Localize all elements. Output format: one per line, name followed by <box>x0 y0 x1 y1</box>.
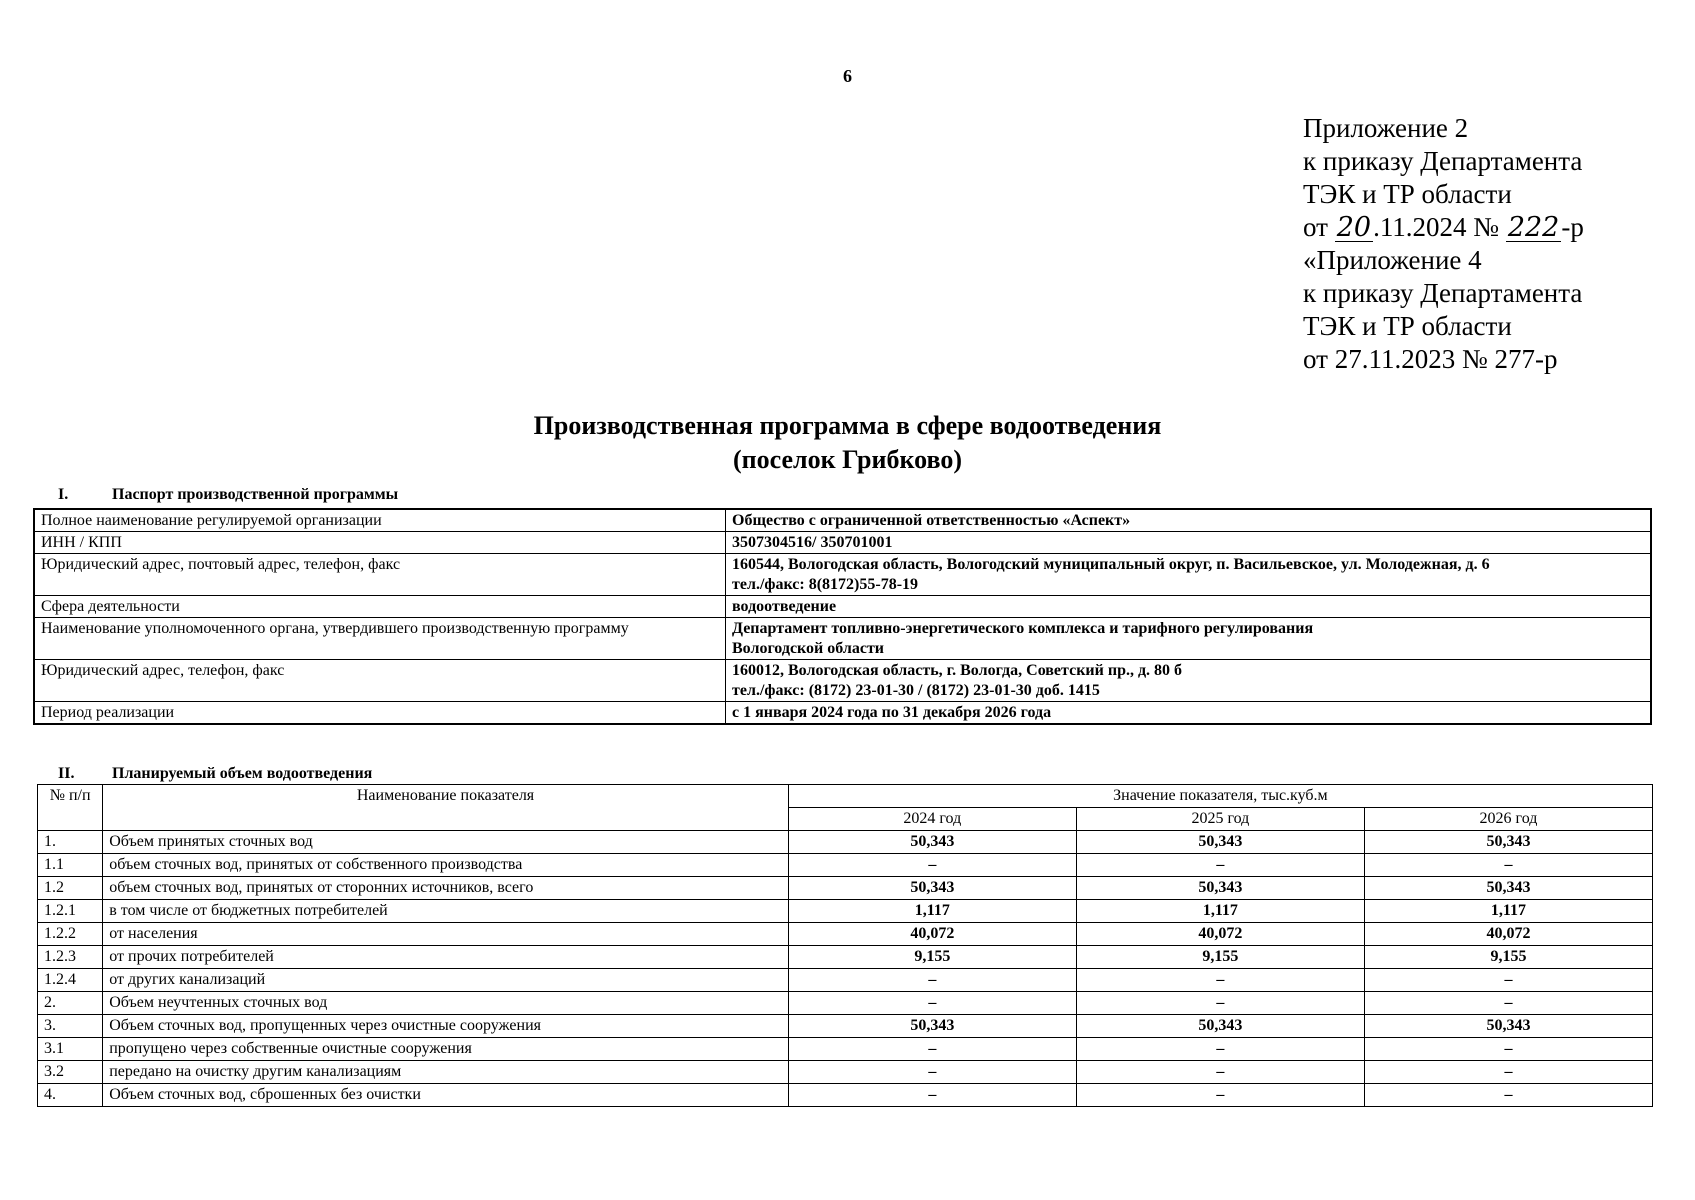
title-line: (поселок Грибково) <box>733 445 962 474</box>
row-value: 50,343 <box>1076 1015 1364 1038</box>
passport-label: ИНН / КПП <box>35 532 726 554</box>
row-number: 1. <box>38 831 103 854</box>
row-value: – <box>1076 1061 1364 1084</box>
appendix-date-line <box>1303 211 1584 244</box>
passport-value-line: 160544, Вологодская область, Вологодский муниципальный округ, п. Васильевское, ул. Молодежная, д. 6 <box>732 556 1490 573</box>
row-value: 1,117 <box>1076 900 1364 923</box>
row-number: 4. <box>38 1084 103 1107</box>
row-value: – <box>788 969 1076 992</box>
appendix-line: «Приложение 4 <box>1303 245 1482 275</box>
row-value: – <box>1076 1038 1364 1061</box>
row-value: 9,155 <box>1364 946 1652 969</box>
row-value: – <box>1076 992 1364 1015</box>
passport-value-line: тел./факс: (8172) 23-01-30 / (8172) 23-01-30 доб. 1415 <box>732 682 1100 699</box>
passport-label: Сфера деятельности <box>35 596 726 618</box>
row-value: – <box>788 854 1076 877</box>
row-value: 40,072 <box>1076 923 1364 946</box>
passport-label: Юридический адрес, телефон, факс <box>35 660 726 702</box>
passport-value <box>726 596 1651 618</box>
table-row <box>38 1084 1653 1107</box>
passport-value <box>726 554 1651 596</box>
passport-label: Полное наименование регулируемой организации <box>35 510 726 532</box>
appendix-block <box>1303 112 1584 376</box>
passport-label: Наименование уполномоченного органа, утвердившего производственную программу <box>35 618 726 660</box>
row-value: 40,072 <box>1364 923 1652 946</box>
passport-value <box>726 618 1651 660</box>
row-name: пропущено через собственные очистные сооружения <box>103 1038 789 1061</box>
table-row <box>38 1015 1653 1038</box>
row-number: 1.2.4 <box>38 969 103 992</box>
row-value: – <box>788 1061 1076 1084</box>
appendix-line: ТЭК и ТР области <box>1303 179 1512 209</box>
table-row <box>38 1038 1653 1061</box>
row-value: – <box>1076 969 1364 992</box>
row-name: от прочих потребителей <box>103 946 789 969</box>
row-name: Объем неучтенных сточных вод <box>103 992 789 1015</box>
passport-value-line: водоотведение <box>732 598 837 615</box>
row-value: 50,343 <box>1364 1015 1652 1038</box>
appendix-date-prefix: от <box>1303 212 1328 242</box>
table-row <box>35 510 1651 532</box>
appendix-line: к приказу Департамента <box>1303 146 1583 176</box>
table-row <box>35 554 1651 596</box>
row-value: – <box>1364 1038 1652 1061</box>
passport-value <box>726 510 1651 532</box>
passport-value <box>726 660 1651 702</box>
passport-table <box>34 509 1651 724</box>
passport-value-line: Департамент топливно-энергетического комплекса и тарифного регулирования <box>732 620 1314 637</box>
volume-table <box>37 784 1653 1107</box>
appendix-line: Приложение 2 <box>1303 113 1469 143</box>
row-value: 1,117 <box>788 900 1076 923</box>
table-row <box>35 702 1651 724</box>
appendix-date-mid: .11.2024 № <box>1373 212 1500 242</box>
row-number: 1.2 <box>38 877 103 900</box>
passport-value-line: Вологодской области <box>732 640 885 657</box>
row-value: – <box>1076 854 1364 877</box>
table-row <box>38 854 1653 877</box>
row-value: – <box>1076 1084 1364 1107</box>
row-value: – <box>1364 1084 1652 1107</box>
row-value: – <box>788 1038 1076 1061</box>
table-row <box>35 596 1651 618</box>
row-value: 50,343 <box>1076 831 1364 854</box>
row-value: – <box>1364 992 1652 1015</box>
row-number: 2. <box>38 992 103 1015</box>
table-row <box>38 1061 1653 1084</box>
passport-value-line: 3507304516/ 350701001 <box>732 534 893 551</box>
passport-value-line: 160012, Вологодская область, г. Вологда, Советский пр., д. 80 б <box>732 662 1183 679</box>
row-name: Объем сточных вод, сброшенных без очистки <box>103 1084 789 1107</box>
row-number: 1.2.1 <box>38 900 103 923</box>
passport-value-line: Общество с ограниченной ответственностью «Аспект» <box>732 512 1131 529</box>
passport-label: Период реализации <box>35 702 726 724</box>
table-row <box>38 831 1653 854</box>
header-no: № п/п <box>38 785 103 831</box>
row-value: 50,343 <box>1364 877 1652 900</box>
section-title: Планируемый объем водоотведения <box>112 765 373 782</box>
row-value: – <box>1364 1061 1652 1084</box>
header-name: Наименование показателя <box>103 785 789 831</box>
passport-label: Юридический адрес, почтовый адрес, телефон, факс <box>35 554 726 596</box>
header-year: 2024 год <box>788 808 1076 831</box>
row-number: 1.1 <box>38 854 103 877</box>
title-line: Производственная программа в сфере водоотведения <box>533 411 1162 440</box>
row-value: 50,343 <box>1364 831 1652 854</box>
table-row <box>38 946 1653 969</box>
row-number: 3.2 <box>38 1061 103 1084</box>
row-value: 50,343 <box>1076 877 1364 900</box>
appendix-line: ТЭК и ТР области <box>1303 311 1512 341</box>
row-value: 9,155 <box>788 946 1076 969</box>
row-value: – <box>1364 969 1652 992</box>
page-number: 6 <box>843 66 852 86</box>
row-number: 1.2.2 <box>38 923 103 946</box>
handwritten-number: 222 <box>1507 212 1560 243</box>
appendix-date-suffix: -р <box>1561 212 1584 242</box>
row-value: – <box>788 1084 1076 1107</box>
row-name: от населения <box>103 923 789 946</box>
row-value: 1,117 <box>1364 900 1652 923</box>
row-value: 50,343 <box>788 1015 1076 1038</box>
table-row <box>38 969 1653 992</box>
row-value: – <box>1364 854 1652 877</box>
section1-heading <box>58 486 398 504</box>
row-number: 3. <box>38 1015 103 1038</box>
row-name: передано на очистку другим канализациям <box>103 1061 789 1084</box>
row-number: 1.2.3 <box>38 946 103 969</box>
row-value: 50,343 <box>788 831 1076 854</box>
table-row <box>35 660 1651 702</box>
section-number: II. <box>58 765 75 782</box>
header-row <box>38 785 1653 808</box>
appendix-line: от 27.11.2023 № 277-р <box>1303 344 1558 374</box>
row-value: 50,343 <box>788 877 1076 900</box>
header-value-group: Значение показателя, тыс.куб.м <box>788 785 1652 808</box>
appendix-line: к приказу Департамента <box>1303 278 1583 308</box>
table-row <box>35 618 1651 660</box>
row-value: 9,155 <box>1076 946 1364 969</box>
table-row <box>38 900 1653 923</box>
row-name: объем сточных вод, принятых от сторонних источников, всего <box>103 877 789 900</box>
row-value: 40,072 <box>788 923 1076 946</box>
row-number: 3.1 <box>38 1038 103 1061</box>
row-name: Объем сточных вод, пропущенных через очистные сооружения <box>103 1015 789 1038</box>
header-year: 2026 год <box>1364 808 1652 831</box>
row-value: – <box>788 992 1076 1015</box>
table-row <box>38 923 1653 946</box>
passport-value <box>726 532 1651 554</box>
passport-value <box>726 702 1651 724</box>
section2-heading <box>58 765 372 783</box>
section-number: I. <box>58 486 69 503</box>
table-row <box>38 992 1653 1015</box>
document-title <box>0 409 1695 477</box>
header-year: 2025 год <box>1076 808 1364 831</box>
passport-value-line: с 1 января 2024 года по 31 декабря 2026 года <box>732 704 1052 721</box>
row-name: объем сточных вод, принятых от собственного производства <box>103 854 789 877</box>
handwritten-day: 20 <box>1336 212 1372 243</box>
row-name: Объем принятых сточных вод <box>103 831 789 854</box>
passport-value-line: тел./факс: 8(8172)55-78-19 <box>732 576 919 593</box>
section-title: Паспорт производственной программы <box>112 486 399 503</box>
row-name: в том числе от бюджетных потребителей <box>103 900 789 923</box>
table-row <box>35 532 1651 554</box>
row-name: от других канализаций <box>103 969 789 992</box>
table-row <box>38 877 1653 900</box>
